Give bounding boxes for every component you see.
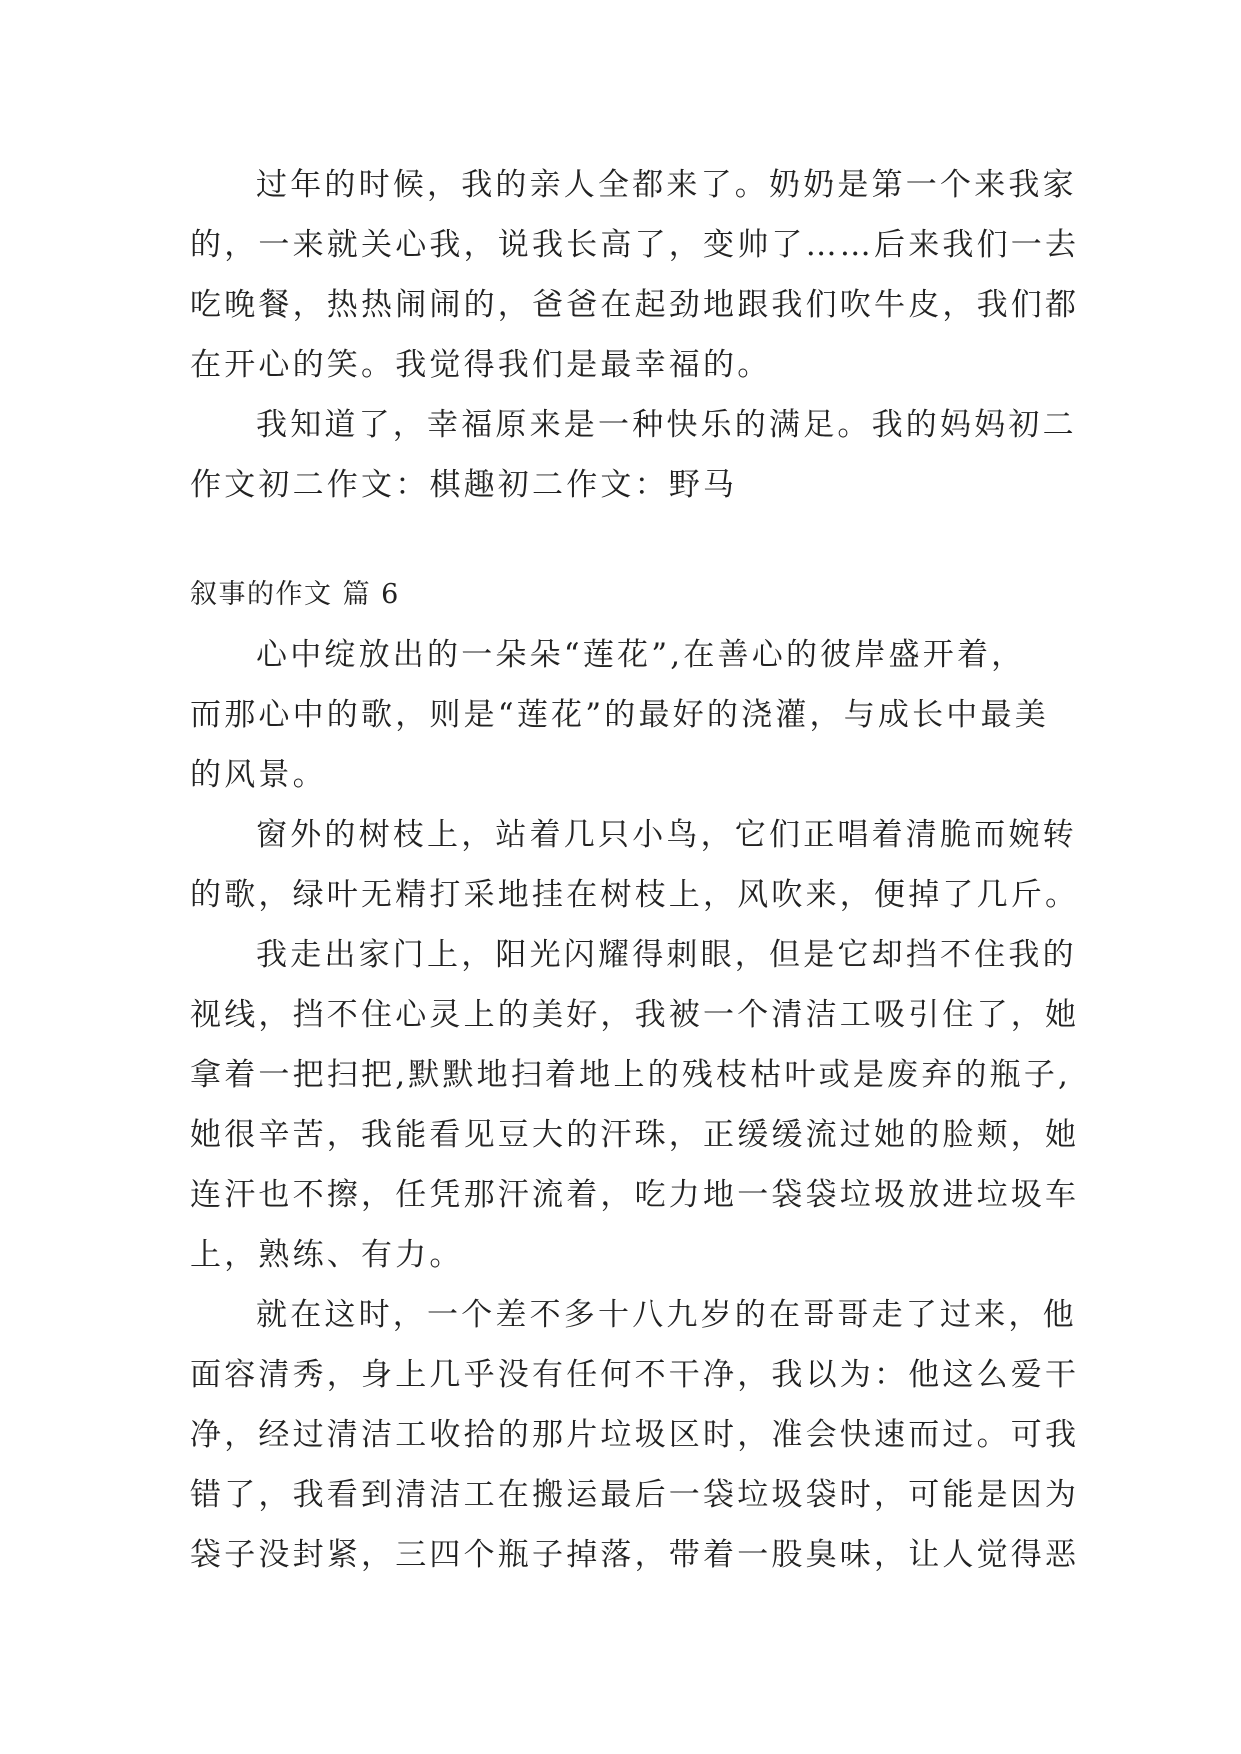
text-line: 袋子没封紧，三四个瓶子掉落，带着一股臭味，让人觉得恶 [190, 1537, 1080, 1573]
text-line: 我知道了，幸福原来是一种快乐的满足。我的妈妈初二 [256, 407, 1077, 443]
text-line: 面容清秀，身上几乎没有任何不干净，我以为：他这么爱干 [190, 1357, 1080, 1393]
text-line: 拿着一把扫把,默默地扫着地上的残枝枯叶或是废弃的瓶子, [190, 1057, 1072, 1093]
text-line: 就在这时，一个差不多十八九岁的在哥哥走了过来，他 [256, 1297, 1077, 1333]
paragraph [190, 805, 1080, 925]
section-heading: 叙事的作文 篇 6 [190, 579, 400, 610]
text-line: 心中绽放出的一朵朵“莲花”,在善心的彼岸盛开着， [256, 637, 1026, 673]
text-line: 作文初二作文：棋趣初二作文：野马 [190, 467, 738, 503]
text-line: 我走出家门上，阳光闪耀得刺眼，但是它却挡不住我的 [256, 937, 1077, 973]
paragraph [190, 925, 1080, 1285]
text-line: 在开心的笑。我觉得我们是最幸福的。 [190, 347, 772, 383]
text-line: 过年的时候，我的亲人全都来了。奶奶是第一个来我家 [256, 167, 1077, 203]
text-line: 上，熟练、有力。 [190, 1237, 464, 1273]
text-line: 的风景。 [190, 757, 327, 793]
section-continuation [190, 155, 1080, 515]
text-line: 净，经过清洁工收拾的那片垃圾区时，准会快速而过。可我 [190, 1417, 1080, 1453]
paragraph [190, 395, 1077, 515]
text-line: 她很辛苦，我能看见豆大的汗珠，正缓缓流过她的脸颊，她 [190, 1117, 1080, 1153]
paragraph [190, 625, 1050, 805]
text-line: 连汗也不擦，任凭那汗流着，吃力地一袋袋垃圾放进垃圾车 [190, 1177, 1080, 1213]
paragraph [190, 155, 1080, 395]
text-line: 吃晚餐，热热闹闹的，爸爸在起劲地跟我们吹牛皮，我们都 [190, 287, 1080, 323]
text-line: 视线，挡不住心灵上的美好，我被一个清洁工吸引住了，她 [190, 997, 1080, 1033]
text-line: 而那心中的歌，则是“莲花”的最好的浇灌，与成长中最美 [190, 697, 1049, 733]
paragraph [190, 1285, 1080, 1585]
text-line: 的，一来就关心我，说我长高了，变帅了……后来我们一去 [190, 227, 1080, 263]
section-essay-6 [190, 565, 1080, 1585]
text-line: 的歌，绿叶无精打采地挂在树枝上，风吹来，便掉了几斤。 [190, 877, 1080, 913]
text-line: 错了，我看到清洁工在搬运最后一袋垃圾袋时，可能是因为 [190, 1477, 1080, 1513]
text-line: 窗外的树枝上，站着几只小鸟，它们正唱着清脆而婉转 [256, 817, 1077, 853]
